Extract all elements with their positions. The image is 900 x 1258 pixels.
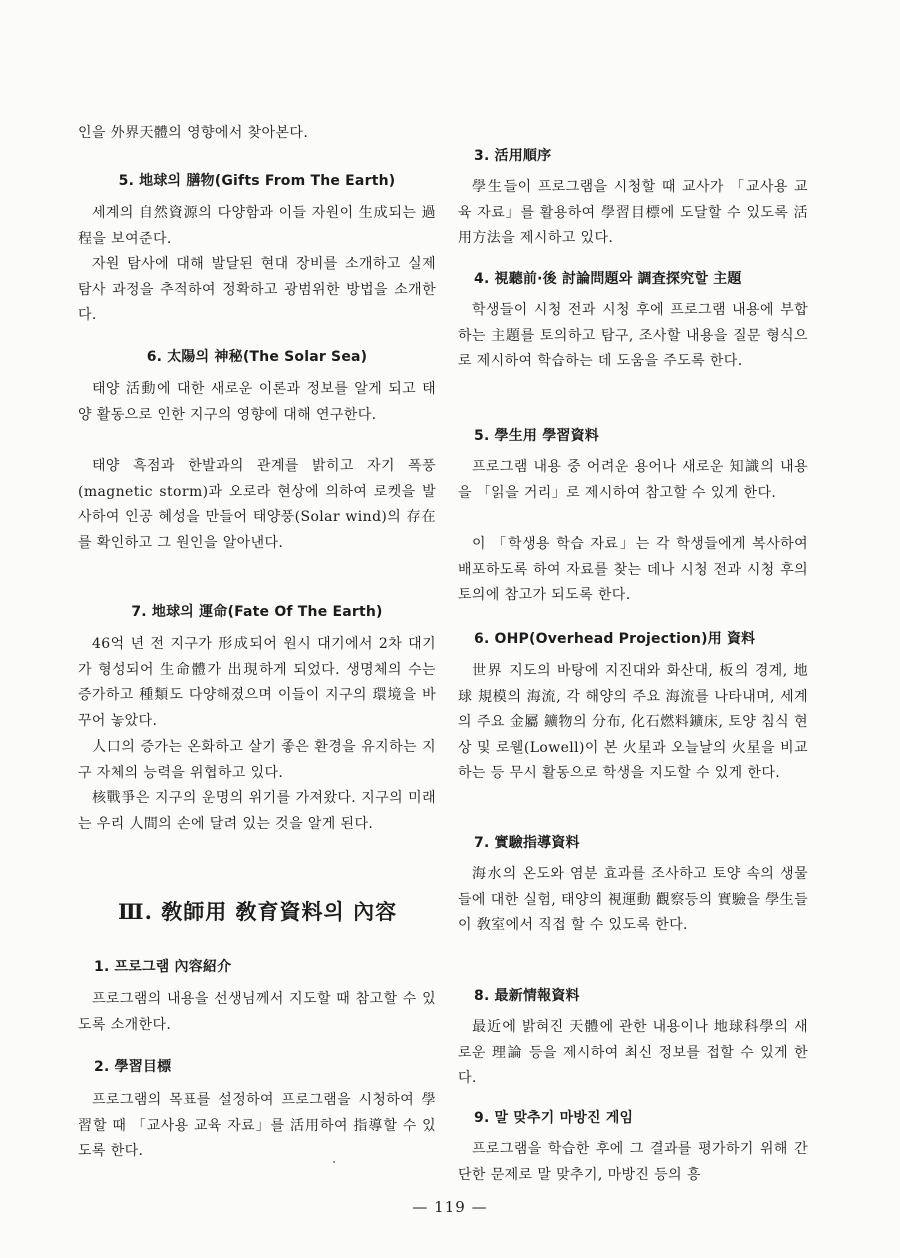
item-2-heading: 2. 學習目標	[94, 1059, 172, 1075]
item-8-para: 最近에 밝혀진 天體에 관한 내용이나 地球科學의 새로운 理論 등을 제시하여 최신 정보를 접할 수 있게 한다.	[458, 1019, 808, 1086]
section-6-para-1: 태양 活動에 대한 새로운 이론과 정보를 알게 되고 태양 활동으로 인한 지구의 영향에 대해 연구한다.	[78, 381, 436, 423]
page-number: — 119 —	[412, 1198, 488, 1216]
item-9-para: 프로그램을 학습한 후에 그 결과를 평가하기 위해 간단한 문제로 말 맞추기, 마방진 등의 흥	[458, 1141, 808, 1183]
section-5-heading: 5. 地球의 膳物(Gifts From The Earth)	[118, 173, 396, 189]
section-5-para-2: 자원 탐사에 대해 발달된 현대 장비를 소개하고 실제 탐사 과정을 추적하여 정확하고 광범위한 방법을 소개한다.	[78, 256, 436, 323]
item-6-heading: 6. OHP(Overhead Projection)用 資料	[474, 631, 756, 647]
item-7-heading: 7. 實驗指導資料	[474, 835, 580, 851]
item-1-para: 프로그램의 내용을 선생님께서 지도할 때 참고할 수 있도록 소개한다.	[78, 991, 436, 1033]
item-2-para: 프로그램의 목표를 설정하여 프로그램을 시청하여 學習할 때 「교사용 교육 자료」를 活用하여 指導할 수 있도록 한다.	[78, 1092, 436, 1159]
section-7-para-1: 46억 년 전 지구가 形成되어 원시 대기에서 2차 대기가 형성되어 生命體가 出現하게 되었다. 생명체의 수는 증가하고 種類도 다양해졌으며 이들이 지구의 環境을 바꾸어 놓았다.	[78, 636, 436, 729]
item-5-para-2: 이 「학생용 학습 자료」는 각 학생들에게 복사하여 배포하도록 하여 자료를 찾는 데나 시청 전과 시청 후의 토의에 참고가 되도록 한다.	[458, 536, 808, 603]
item-3-heading: 3. 活用順序	[474, 148, 552, 164]
item-4-para: 학생들이 시청 전과 시청 후에 프로그램 내용에 부합하는 主題를 토의하고 탐구, 조사할 내용을 질문 형식으로 제시하여 학습하는 데 도움을 주도록 한다.	[458, 302, 808, 369]
section-6-heading: 6. 太陽의 神秘(The Solar Sea)	[146, 349, 368, 365]
item-1-heading: 1. 프로그램 內容紹介	[94, 959, 232, 975]
item-5-para-1: 프로그램 내용 중 어려운 용어나 새로운 知識의 내용을 「읽을 거리」로 제시하여 참고할 수 있게 한다.	[458, 459, 808, 501]
speck	[333, 1161, 335, 1163]
item-6-para: 世界 지도의 바탕에 지진대와 화산대, 板의 경계, 地球 規模의 海流, 각 해양의 주요 海流를 나타내며, 세계의 주요 金屬 鑛物의 分布, 化石燃料鑛床, 토양 침식 현상 및 로웰(Lowell)이 본 火星과 오늘날의 火星을 비교하는 등 무시 활동으로 학생을 지도할 수 있게 한다.	[458, 663, 808, 781]
item-7-para: 海水의 온도와 염분 효과를 조사하고 토양 속의 생물들에 대한 실험, 태양의 視運動 觀察등의 實驗을 學生들이 敎室에서 직접 할 수 있도록 한다.	[458, 866, 808, 933]
item-5-heading: 5. 學生用 學習資料	[474, 428, 600, 444]
item-8-heading: 8. 最新情報資料	[474, 988, 580, 1004]
section-7-para-3: 核戰爭은 지구의 운명의 위기를 가져왔다. 지구의 미래는 우리 人間의 손에 달려 있는 것을 알게 된다.	[78, 790, 436, 832]
section-6-para-2: 태양 흑점과 한발과의 관계를 밝히고 자기 폭풍(magnetic storm)과 오로라 현상에 의하여 로켓을 발사하여 인공 혜성을 만들어 태양풍(Solar wind)의 存在를 확인하고 그 원인을 알아낸다.	[78, 458, 436, 551]
section-7-heading: 7. 地球의 運命(Fate Of The Earth)	[131, 604, 383, 620]
section-7-para-2: 人口의 증가는 온화하고 살기 좋은 환경을 유지하는 지구 자체의 능력을 위협하고 있다.	[78, 739, 436, 781]
chapter-heading: Ⅲ. 敎師用 敎育資料의 內容	[118, 899, 398, 924]
item-3-para: 學生들이 프로그램을 시청할 때 교사가 「교사용 교육 자료」를 활용하여 學習目標에 도달할 수 있도록 活用方法을 제시하고 있다.	[458, 179, 808, 246]
item-9-heading: 9. 말 맞추기 마방진 게임	[474, 1110, 634, 1126]
item-4-heading: 4. 視聽前·後 討論問題와 調査探究할 主題	[474, 271, 742, 287]
section-5-para-1: 세계의 自然資源의 다양함과 이들 자원이 生成되는 過程을 보여준다.	[78, 205, 436, 247]
intro-text: 인을 外界天體의 영향에서 찾아본다.	[78, 125, 309, 141]
